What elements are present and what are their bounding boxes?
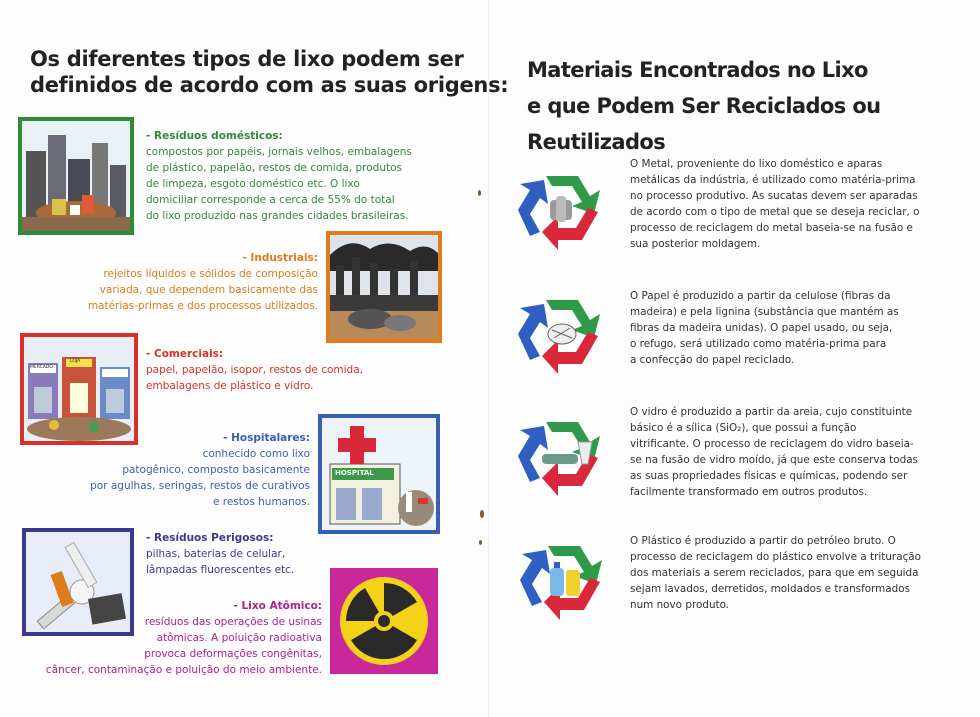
commercial-line: embalagens de plástico e vidro. [146, 380, 314, 392]
metal-line: sua posterior moldagem. [630, 238, 761, 250]
metal-line: O Metal, proveniente do lixo doméstico e aparas [630, 158, 883, 170]
glass-paragraph [630, 404, 940, 500]
domestic-title: - Resíduos domésticos: [146, 130, 283, 142]
paper-line: a confecção do papel reciclado. [630, 354, 795, 366]
metal-line: metálicas da indústria, é utilizado como matéria-prima [630, 174, 916, 186]
metal-line: no processo produtivo. As sucatas devem ser aparadas [630, 190, 918, 202]
radiation-icon [330, 568, 438, 674]
paper-speck [478, 190, 481, 196]
hazardous-line: pilhas, baterias de celular, [146, 548, 286, 560]
domestic-line: domiciliar corresponde a cerca de 55% do total [146, 194, 395, 206]
glass-line: se na fusão de vidro moído, já que este conserva todas [630, 454, 918, 466]
hospital-line: por agulhas, seringas, restos de curativos [90, 480, 310, 492]
commercial-title: - Comerciais: [146, 348, 224, 360]
recycle-metal-icon [516, 166, 608, 252]
industrial-line: variada, que dependem basicamente das [99, 284, 318, 296]
plastic-line: num novo produto. [630, 599, 730, 611]
plastic-line: processo de reciclagem do plástico envolve a trituração [630, 551, 922, 563]
atomic-line: câncer, contaminação e poluição do meio ambiente. [45, 664, 322, 676]
glass-line: as suas propriedades físicas e químicas, podendo ser [630, 470, 908, 482]
hospital-sign: HOSPITAL [335, 469, 374, 477]
shop-sign-1: MERCADO [30, 365, 53, 370]
paper-speck [480, 510, 484, 518]
commercial-line: papel, papelão, isopor, restos de comida, [146, 364, 363, 376]
recycle-glass-icon [516, 412, 608, 498]
left-title-line2: definidos de acordo com as suas origens: [30, 73, 509, 97]
hazardous-title: - Resíduos Perigosos: [146, 532, 274, 544]
paper-line: madeira) e pela lignina (substância que mantém as [630, 306, 899, 318]
industrial-waste-image [326, 231, 442, 343]
shop-sign-2: LOJA [70, 359, 81, 364]
domestic-line: de plástico, papelão, restos de comida, produtos [146, 162, 402, 174]
hazardous-text [146, 530, 294, 578]
paper-speck [479, 540, 482, 545]
commercial-text [146, 346, 363, 394]
glass-line: vitrificante. O processo de reciclagem do vidro baseia- [630, 438, 914, 450]
industrial-title: - Industriais: [242, 252, 318, 264]
paper-line: o refugo, será utilizado como matéria-prima para [630, 338, 887, 350]
industrial-text [78, 250, 318, 314]
commercial-waste-image [20, 333, 138, 445]
metal-line: processo de reciclagem do metal baseia-se na fusão e [630, 222, 913, 234]
right-page-title [527, 52, 980, 160]
plastic-line: O Plástico é produzido a partir do petróleo bruto. O [630, 535, 896, 547]
hospital-text [70, 430, 310, 510]
plastic-line: dos materiais a serem reciclados, para que em seguida [630, 567, 919, 579]
city-garbage-icon [22, 121, 130, 231]
atomic-line: atômicas. A poluição radioativa [156, 632, 322, 644]
atomic-waste-image [330, 568, 438, 674]
domestic-line: do lixo produzido nas grandes cidades brasileiras. [146, 210, 409, 222]
plastic-line: sejam lavados, derretidos, moldados e transformados [630, 583, 911, 595]
recycle-paper-icon [516, 290, 608, 376]
metal-paragraph [630, 156, 940, 252]
hospital-waste-image [318, 414, 440, 534]
domestic-line: compostos por papéis, jornais velhos, embalagens [146, 146, 412, 158]
glass-line: facilmente transformado em outros produtos. [630, 486, 868, 498]
glass-line: básico é a sílica (SiO₂), que possui a função [630, 422, 857, 434]
domestic-waste-image [18, 117, 134, 235]
domestic-line: de limpeza, esgoto doméstico etc. O lixo [146, 178, 360, 190]
paper-line: O Papel é produzido a partir da celulose (fibras da [630, 290, 891, 302]
atomic-line: resíduos das operações de usinas [144, 616, 322, 628]
glass-line: O vidro é produzido a partir da areia, cujo constituinte [630, 406, 913, 418]
atomic-title: - Lixo Atômico: [233, 600, 322, 612]
hospital-line: patogênico, composto basicamente [122, 464, 310, 476]
left-title-line1: Os diferentes tipos de lixo podem ser [30, 47, 464, 71]
shops-icon [24, 337, 134, 441]
factory-pollution-icon [330, 235, 438, 339]
paper-paragraph [630, 288, 940, 368]
industrial-line: rejeitos líquidos e sólidos de composição [103, 268, 318, 280]
metal-line: de acordo com o tipo de metal que se deseja reciclar, o [630, 206, 920, 218]
page-fold [488, 0, 489, 717]
atomic-text [40, 598, 322, 678]
hospital-title: - Hospitalares: [223, 432, 310, 444]
hospital-line: e restos humanos. [212, 496, 310, 508]
paper-line: fibras da madeira unidas). O papel usado, ou seja, [630, 322, 893, 334]
industrial-line: matérias-primas e dos processos utilizados. [87, 300, 318, 312]
plastic-paragraph [630, 533, 940, 613]
atomic-line: provoca deformações congênitas, [144, 648, 322, 660]
hazardous-line: lâmpadas fluorescentes etc. [146, 564, 295, 576]
right-title-line2: e que Podem Ser Reciclados ou Reutilizados [527, 94, 881, 154]
right-title-line1: Materiais Encontrados no Lixo [527, 58, 868, 82]
hospital-line: conhecido como lixo [202, 448, 310, 460]
domestic-text [146, 128, 412, 224]
recycle-plastic-icon [518, 536, 610, 622]
left-page-title [30, 46, 508, 98]
